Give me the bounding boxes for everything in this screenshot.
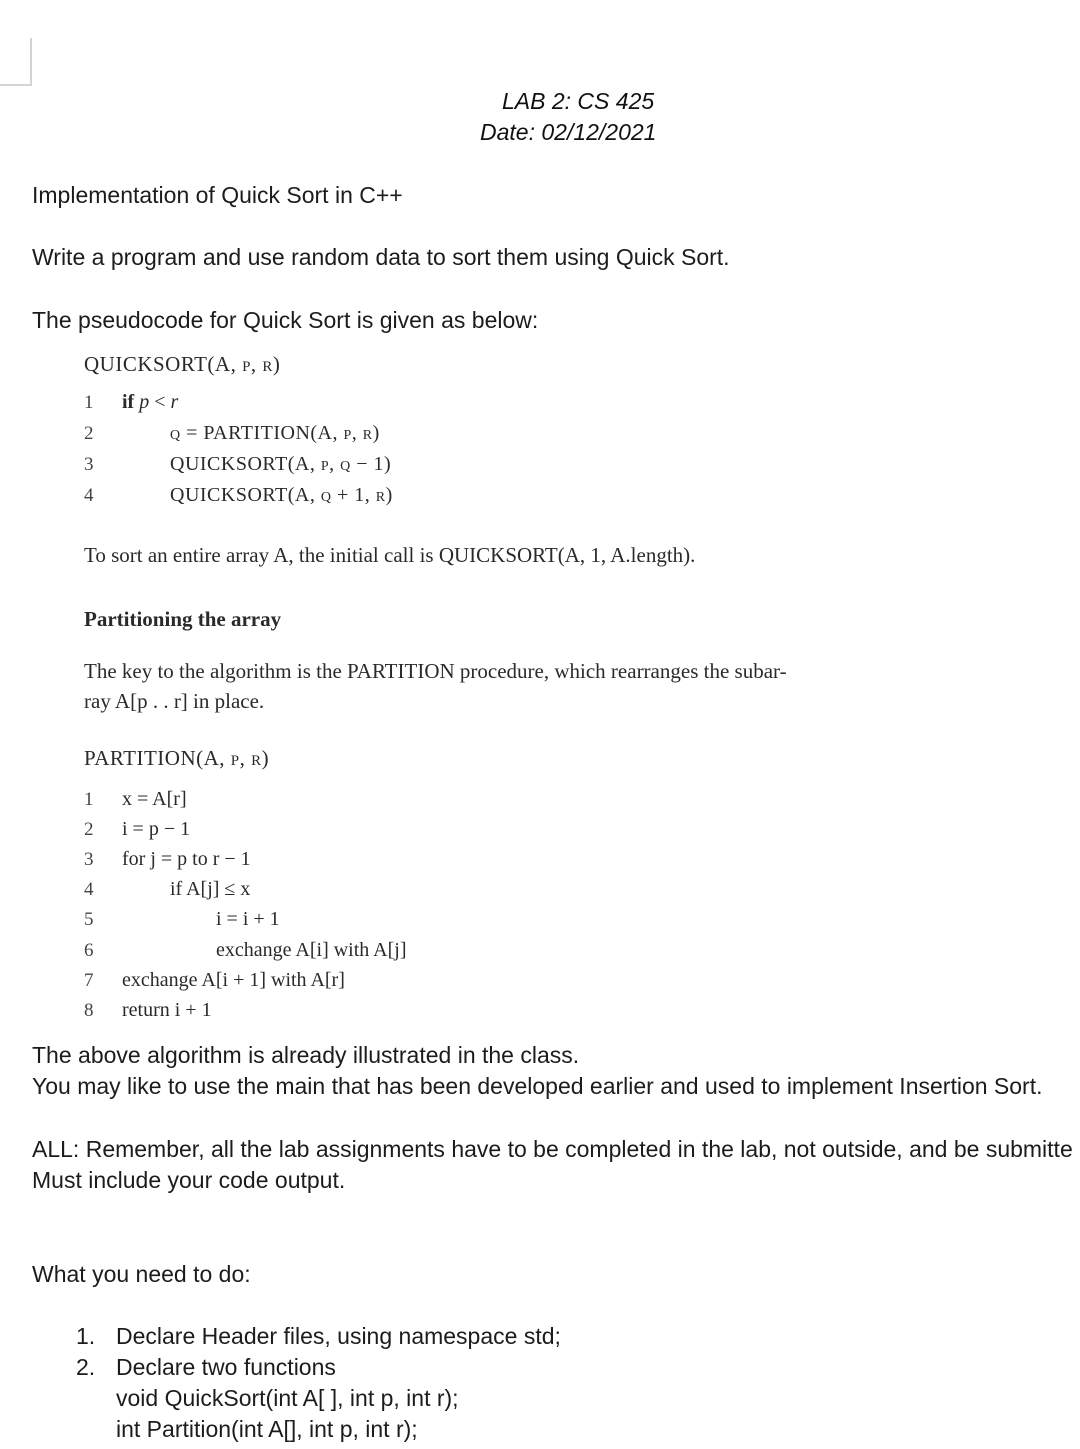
pseudocode-line: i = p − 1 <box>122 818 191 840</box>
function-declaration: int Partition(int A[], int p, int r); <box>116 1416 418 1442</box>
partitioning-text-line2: ray A[p . . r] in place. <box>84 689 265 713</box>
line-number: 3 <box>84 454 94 475</box>
line-number: 1 <box>84 789 94 810</box>
assignment-title: Implementation of Quick Sort in C++ <box>32 182 403 208</box>
note-illustrated: The above algorithm is already illustrated in the class. <box>32 1042 580 1068</box>
todo-item-number: 1. <box>76 1323 96 1349</box>
line-number: 7 <box>84 970 94 991</box>
assignment-task: Write a program and use random data to sort them using Quick Sort. <box>32 244 730 270</box>
pseudocode-line: QUICKSORT(A, p, q − 1) <box>170 453 392 475</box>
line-number: 6 <box>84 940 94 961</box>
line-number: 4 <box>84 485 94 506</box>
pseudocode-line: exchange A[i + 1] with A[r] <box>122 969 345 991</box>
function-declaration: void QuickSort(int A[ ], int p, int r); <box>116 1385 459 1411</box>
note-all-lab: ALL: Remember, all the lab assignments have to be completed in the lab, not outside, and be submitte <box>32 1136 1073 1162</box>
partitioning-text-line1: The key to the algorithm is the PARTITION procedure, which rearranges the subar- <box>84 659 787 683</box>
todo-item: Declare Header files, using namespace std; <box>116 1323 561 1349</box>
todo-heading: What you need to do: <box>32 1261 251 1287</box>
pseudocode-line: x = A[r] <box>122 788 187 810</box>
partition-title: PARTITION(A, p, r) <box>84 746 270 770</box>
pseudocode-line: QUICKSORT(A, q + 1, r) <box>170 484 393 506</box>
pseudocode-line: for j = p to r − 1 <box>122 848 251 870</box>
line-number: 4 <box>84 879 94 900</box>
line-number: 3 <box>84 849 94 870</box>
todo-item: Declare two functions <box>116 1354 336 1380</box>
line-number: 5 <box>84 909 94 930</box>
lab-title: LAB 2: CS 425 <box>502 88 655 114</box>
pseudocode-line: if p < r <box>122 391 179 413</box>
partitioning-heading: Partitioning the array <box>84 607 282 631</box>
line-number: 2 <box>84 423 94 444</box>
pseudocode-line: exchange A[i] with A[j] <box>216 939 407 961</box>
pseudocode-line: return i + 1 <box>122 999 212 1021</box>
pseudocode-line: i = i + 1 <box>216 908 280 930</box>
line-number: 8 <box>84 1000 94 1021</box>
todo-item-number: 2. <box>76 1354 96 1380</box>
lab-date: Date: 02/12/2021 <box>480 119 657 145</box>
initial-call-note: To sort an entire array A, the initial call is QUICKSORT(A, 1, A.length). <box>84 543 696 567</box>
pseudocode-line: if A[j] ≤ x <box>170 878 251 900</box>
line-number: 2 <box>84 819 94 840</box>
note-code-output: Must include your code output. <box>32 1167 346 1193</box>
line-number: 1 <box>84 392 94 413</box>
pseudocode-line: q = PARTITION(A, p, r) <box>170 422 380 444</box>
quicksort-title: QUICKSORT(A, p, r) <box>84 352 281 376</box>
page-corner-mark <box>0 38 32 86</box>
pseudocode-intro: The pseudocode for Quick Sort is given as below: <box>32 307 539 333</box>
note-main: You may like to use the main that has been developed earlier and used to implement Insertion Sort. <box>32 1073 1043 1099</box>
